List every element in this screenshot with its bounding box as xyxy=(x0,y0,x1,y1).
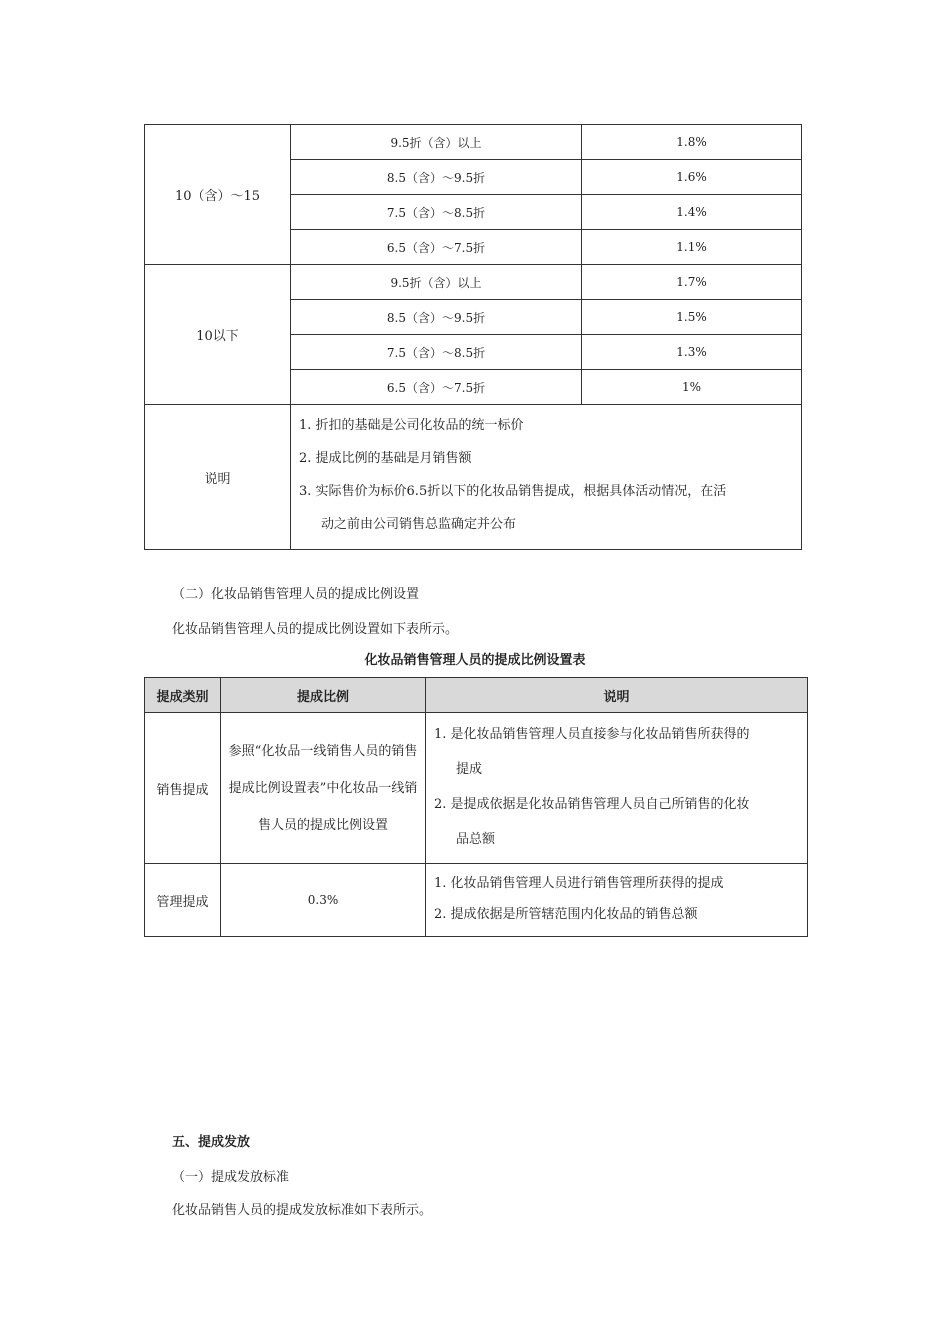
table-row xyxy=(145,125,802,160)
manager-commission-table xyxy=(144,677,808,937)
column-header: 说明 xyxy=(426,678,808,713)
column-header: 提成比例 xyxy=(221,678,426,713)
description-line: 1. 化妆品销售管理人员进行销售管理所获得的提成 xyxy=(434,876,724,891)
note-line: 1. 折扣的基础是公司化妆品的统一标价 xyxy=(299,418,524,433)
table-header-row xyxy=(145,678,808,713)
discount-cell: 7.5（含）～8.5折 xyxy=(291,195,582,230)
description-line: 1. 是化妆品销售管理人员直接参与化妆品销售所获得的 xyxy=(434,727,750,742)
notes-cell xyxy=(291,405,802,550)
category-cell: 销售提成 xyxy=(145,713,221,864)
description-line: 2. 是提成依据是化妆品销售管理人员自己所销售的化妆 xyxy=(434,797,750,812)
section-intro: 化妆品销售人员的提成发放标准如下表所示。 xyxy=(172,1203,433,1218)
section-subheading: （一）提成发放标准 xyxy=(172,1170,290,1185)
ratio-cell: 0.3% xyxy=(221,864,426,937)
note-line: 2. 提成比例的基础是月销售额 xyxy=(299,451,472,466)
rate-cell: 1% xyxy=(582,370,802,405)
rate-cell: 1.4% xyxy=(582,195,802,230)
discount-cell: 8.5（含）～9.5折 xyxy=(291,300,582,335)
notes-row xyxy=(145,405,802,550)
section-heading: （二）化妆品销售管理人员的提成比例设置 xyxy=(172,587,420,602)
discount-cell: 7.5（含）～8.5折 xyxy=(291,335,582,370)
rate-cell: 1.1% xyxy=(582,230,802,265)
rate-cell: 1.7% xyxy=(582,265,802,300)
commission-rate-table xyxy=(144,124,802,550)
category-cell: 管理提成 xyxy=(145,864,221,937)
description-line: 提成 xyxy=(456,762,483,777)
table-caption: 化妆品销售管理人员的提成比例设置表 xyxy=(364,653,586,668)
description-line: 品总额 xyxy=(456,832,496,847)
rate-cell: 1.3% xyxy=(582,335,802,370)
table-row xyxy=(145,265,802,300)
description-line: 2. 提成依据是所管辖范围内化妆品的销售总额 xyxy=(434,907,698,922)
sales-range-cell: 10（含）～15 xyxy=(145,125,291,265)
description-cell xyxy=(426,713,808,864)
rate-cell: 1.5% xyxy=(582,300,802,335)
discount-cell: 8.5（含）～9.5折 xyxy=(291,160,582,195)
note-line: 动之前由公司销售总监确定并公布 xyxy=(321,517,517,532)
table-row xyxy=(145,864,808,937)
column-header: 提成类别 xyxy=(145,678,221,713)
section-intro: 化妆品销售管理人员的提成比例设置如下表所示。 xyxy=(172,622,459,637)
notes-label: 说明 xyxy=(145,405,291,550)
section-title: 五、提成发放 xyxy=(172,1135,251,1150)
discount-cell: 6.5（含）～7.5折 xyxy=(291,230,582,265)
sales-range-cell: 10以下 xyxy=(145,265,291,405)
rate-cell: 1.6% xyxy=(582,160,802,195)
table-row xyxy=(145,713,808,864)
discount-cell: 6.5（含）～7.5折 xyxy=(291,370,582,405)
discount-cell: 9.5折（含）以上 xyxy=(291,265,582,300)
description-cell xyxy=(426,864,808,937)
rate-cell: 1.8% xyxy=(582,125,802,160)
note-line: 3. 实际售价为标价6.5折以下的化妆品销售提成，根据具体活动情况，在活 xyxy=(299,484,727,499)
discount-cell: 9.5折（含）以上 xyxy=(291,125,582,160)
ratio-cell: 参照“化妆品一线销售人员的销售提成比例设置表”中化妆品一线销售人员的提成比例设置 xyxy=(221,713,426,864)
